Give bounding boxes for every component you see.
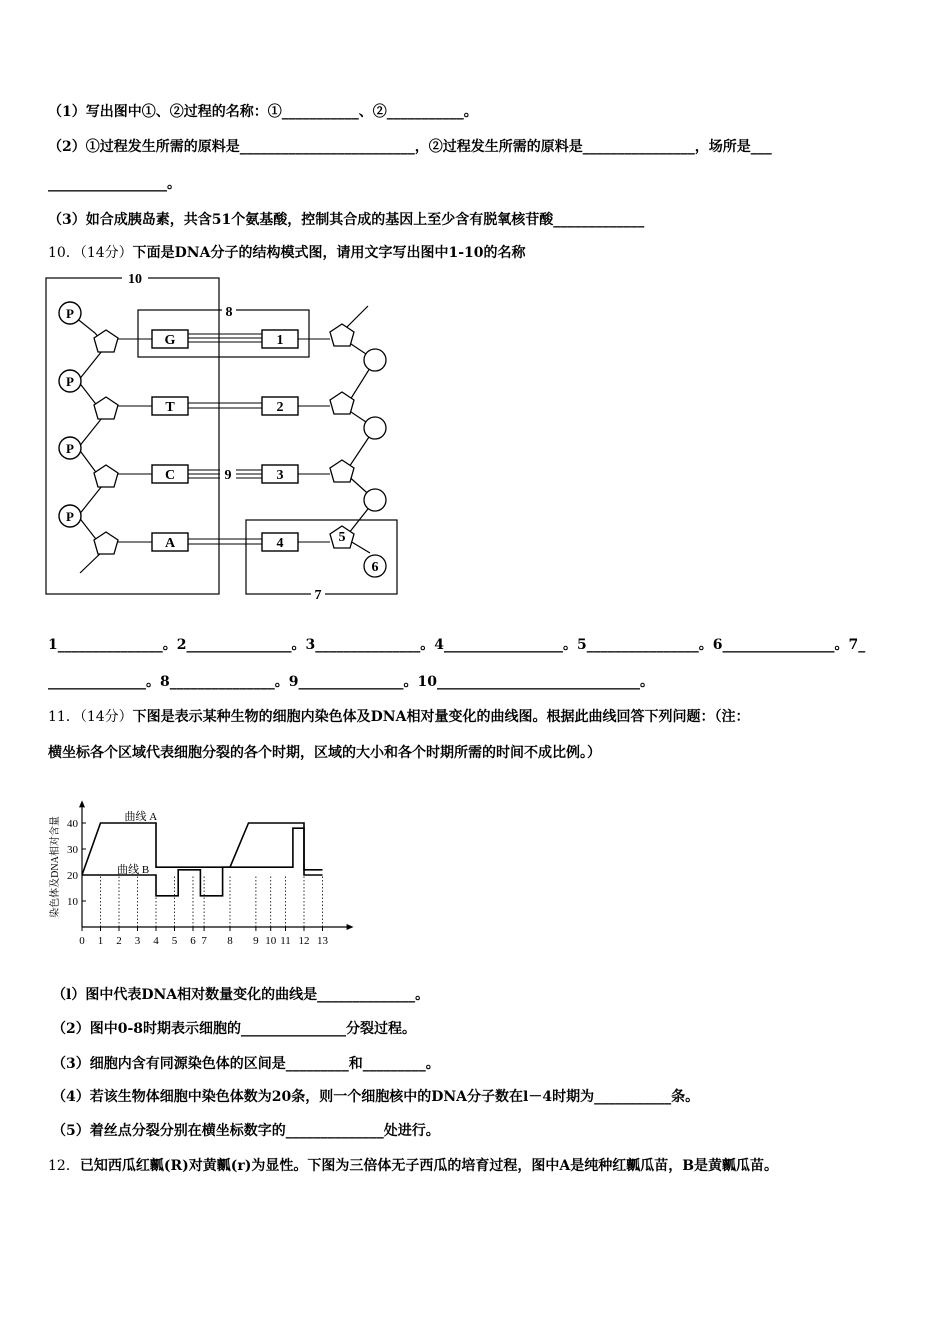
label-10: 10: [128, 272, 142, 287]
q9-part1: （1）写出图中①、②过程的名称：①___________、②___________。: [48, 104, 478, 120]
q10-score: （14分）: [79, 245, 133, 261]
q9-part2-continued: _________________。: [48, 176, 181, 192]
x-tick-label: 5: [171, 935, 178, 947]
base-left: A: [164, 536, 176, 551]
q11-part4: （4）若该生物体细胞中染色体数为20条，则一个细胞核中的DNA分子数在l－4时期为___________条。: [52, 1089, 700, 1105]
deoxyribose-left: [94, 330, 118, 554]
phosphate-label: P: [66, 374, 74, 389]
q11-score: （14分）: [79, 709, 133, 725]
q11-text: 下图是表示某种生物的细胞内染色体及DNA相对量变化的曲线图。根据此曲线回答下列问题：（注：: [132, 709, 750, 725]
q10-number: 10．: [48, 245, 80, 261]
label-5: 5: [338, 530, 346, 545]
x-tick-label: 10: [265, 935, 277, 947]
x-tick-label: 4: [153, 935, 159, 947]
base-left: G: [164, 333, 176, 348]
x-tick-label: 1: [97, 935, 104, 947]
q10-stem: [48, 244, 526, 262]
base-right-label: 2: [276, 400, 284, 415]
base-left: T: [165, 400, 175, 415]
chromosome-dna-chart: [42, 775, 362, 950]
x-tick-label: 7: [201, 935, 207, 947]
q11-part5: （5）着丝点分裂分别在横坐标数字的______________处进行。: [52, 1123, 440, 1139]
series-line-curve-b: [82, 828, 323, 896]
base-right-label: 1: [276, 333, 284, 348]
label-9: 9: [224, 468, 232, 483]
series-label-curve-b: 曲线 B: [117, 864, 150, 877]
y-axis-label: 染色体及DNA相对含量: [50, 816, 61, 918]
x-tick-label: 6: [190, 935, 196, 947]
q12-number: 12．: [48, 1158, 80, 1174]
label-6: 6: [371, 560, 379, 575]
y-tick-label: 40: [67, 818, 78, 830]
base-left: C: [164, 468, 176, 483]
q10-answers-line2: ______________。8_______________。9_______________。10_____________________________。: [48, 674, 654, 690]
label-8: 8: [225, 305, 233, 320]
label-7: 7: [314, 588, 322, 603]
x-tick-label: 8: [227, 935, 233, 947]
x-axis-arrow: [347, 924, 354, 930]
q11-part1: （l）图中代表DNA相对数量变化的曲线是______________。: [52, 987, 430, 1003]
phosphate-group-left: [59, 302, 81, 527]
x-tick-label: 13: [317, 935, 328, 947]
q11-number: 11．: [48, 709, 80, 725]
phosphate-label: P: [66, 441, 74, 456]
q10-text: 下面是DNA分子的结构模式图，请用文字写出图中1-10的名称: [132, 245, 526, 261]
x-tick-label: 3: [134, 935, 141, 947]
x-tick-label: 0: [79, 935, 85, 947]
y-axis-arrow: [79, 800, 85, 807]
q10-answers-line1: 1_______________。2_______________。3_______________。4_________________。5________________。6________________。7_: [48, 637, 866, 653]
base-right-label: 4: [276, 536, 284, 551]
x-tick-label: 12: [298, 935, 310, 947]
phosphate-label: P: [66, 509, 74, 524]
q11-part3: （3）细胞内含有同源染色体的区间是_________和_________。: [52, 1056, 440, 1072]
y-tick-label: 20: [67, 870, 78, 882]
q9-part3: （3）如合成胰岛素，共含51个氨基酸，控制其合成的基因上至少含有脱氧核苷酸_____________: [48, 212, 645, 228]
q9-part2: （2）①过程发生所需的原料是_________________________，②过程发生所需的原料是________________，场所是___: [48, 139, 772, 155]
x-tick-label: 11: [280, 935, 291, 947]
q12-text: 已知西瓜红瓤(R)对黄瓤(r)为显性。下图为三倍体无子西瓜的培育过程，图中A是纯种红瓤瓜苗，B是黄瓤瓜苗。: [79, 1158, 779, 1174]
y-tick-label: 30: [67, 844, 78, 856]
base-right-label: 3: [276, 468, 284, 483]
x-tick-label: 9: [253, 935, 259, 947]
deoxyribose-right: [330, 324, 354, 548]
phosphate-label: P: [66, 306, 74, 321]
series-label-curve-a: 曲线 A: [124, 810, 158, 823]
q11-stem-continued: 横坐标各个区域代表细胞分裂的各个时期，区域的大小和各个时期所需的时间不成比例。）: [48, 745, 601, 761]
dna-structure-diagram: [40, 268, 410, 608]
q12-stem: [48, 1157, 778, 1175]
y-tick-label: 10: [67, 896, 78, 908]
x-tick-label: 2: [116, 935, 122, 947]
box-10: [46, 278, 219, 594]
q11-stem: [48, 708, 749, 726]
q11-part2: （2）图中0-8时期表示细胞的_______________分裂过程。: [52, 1021, 417, 1037]
